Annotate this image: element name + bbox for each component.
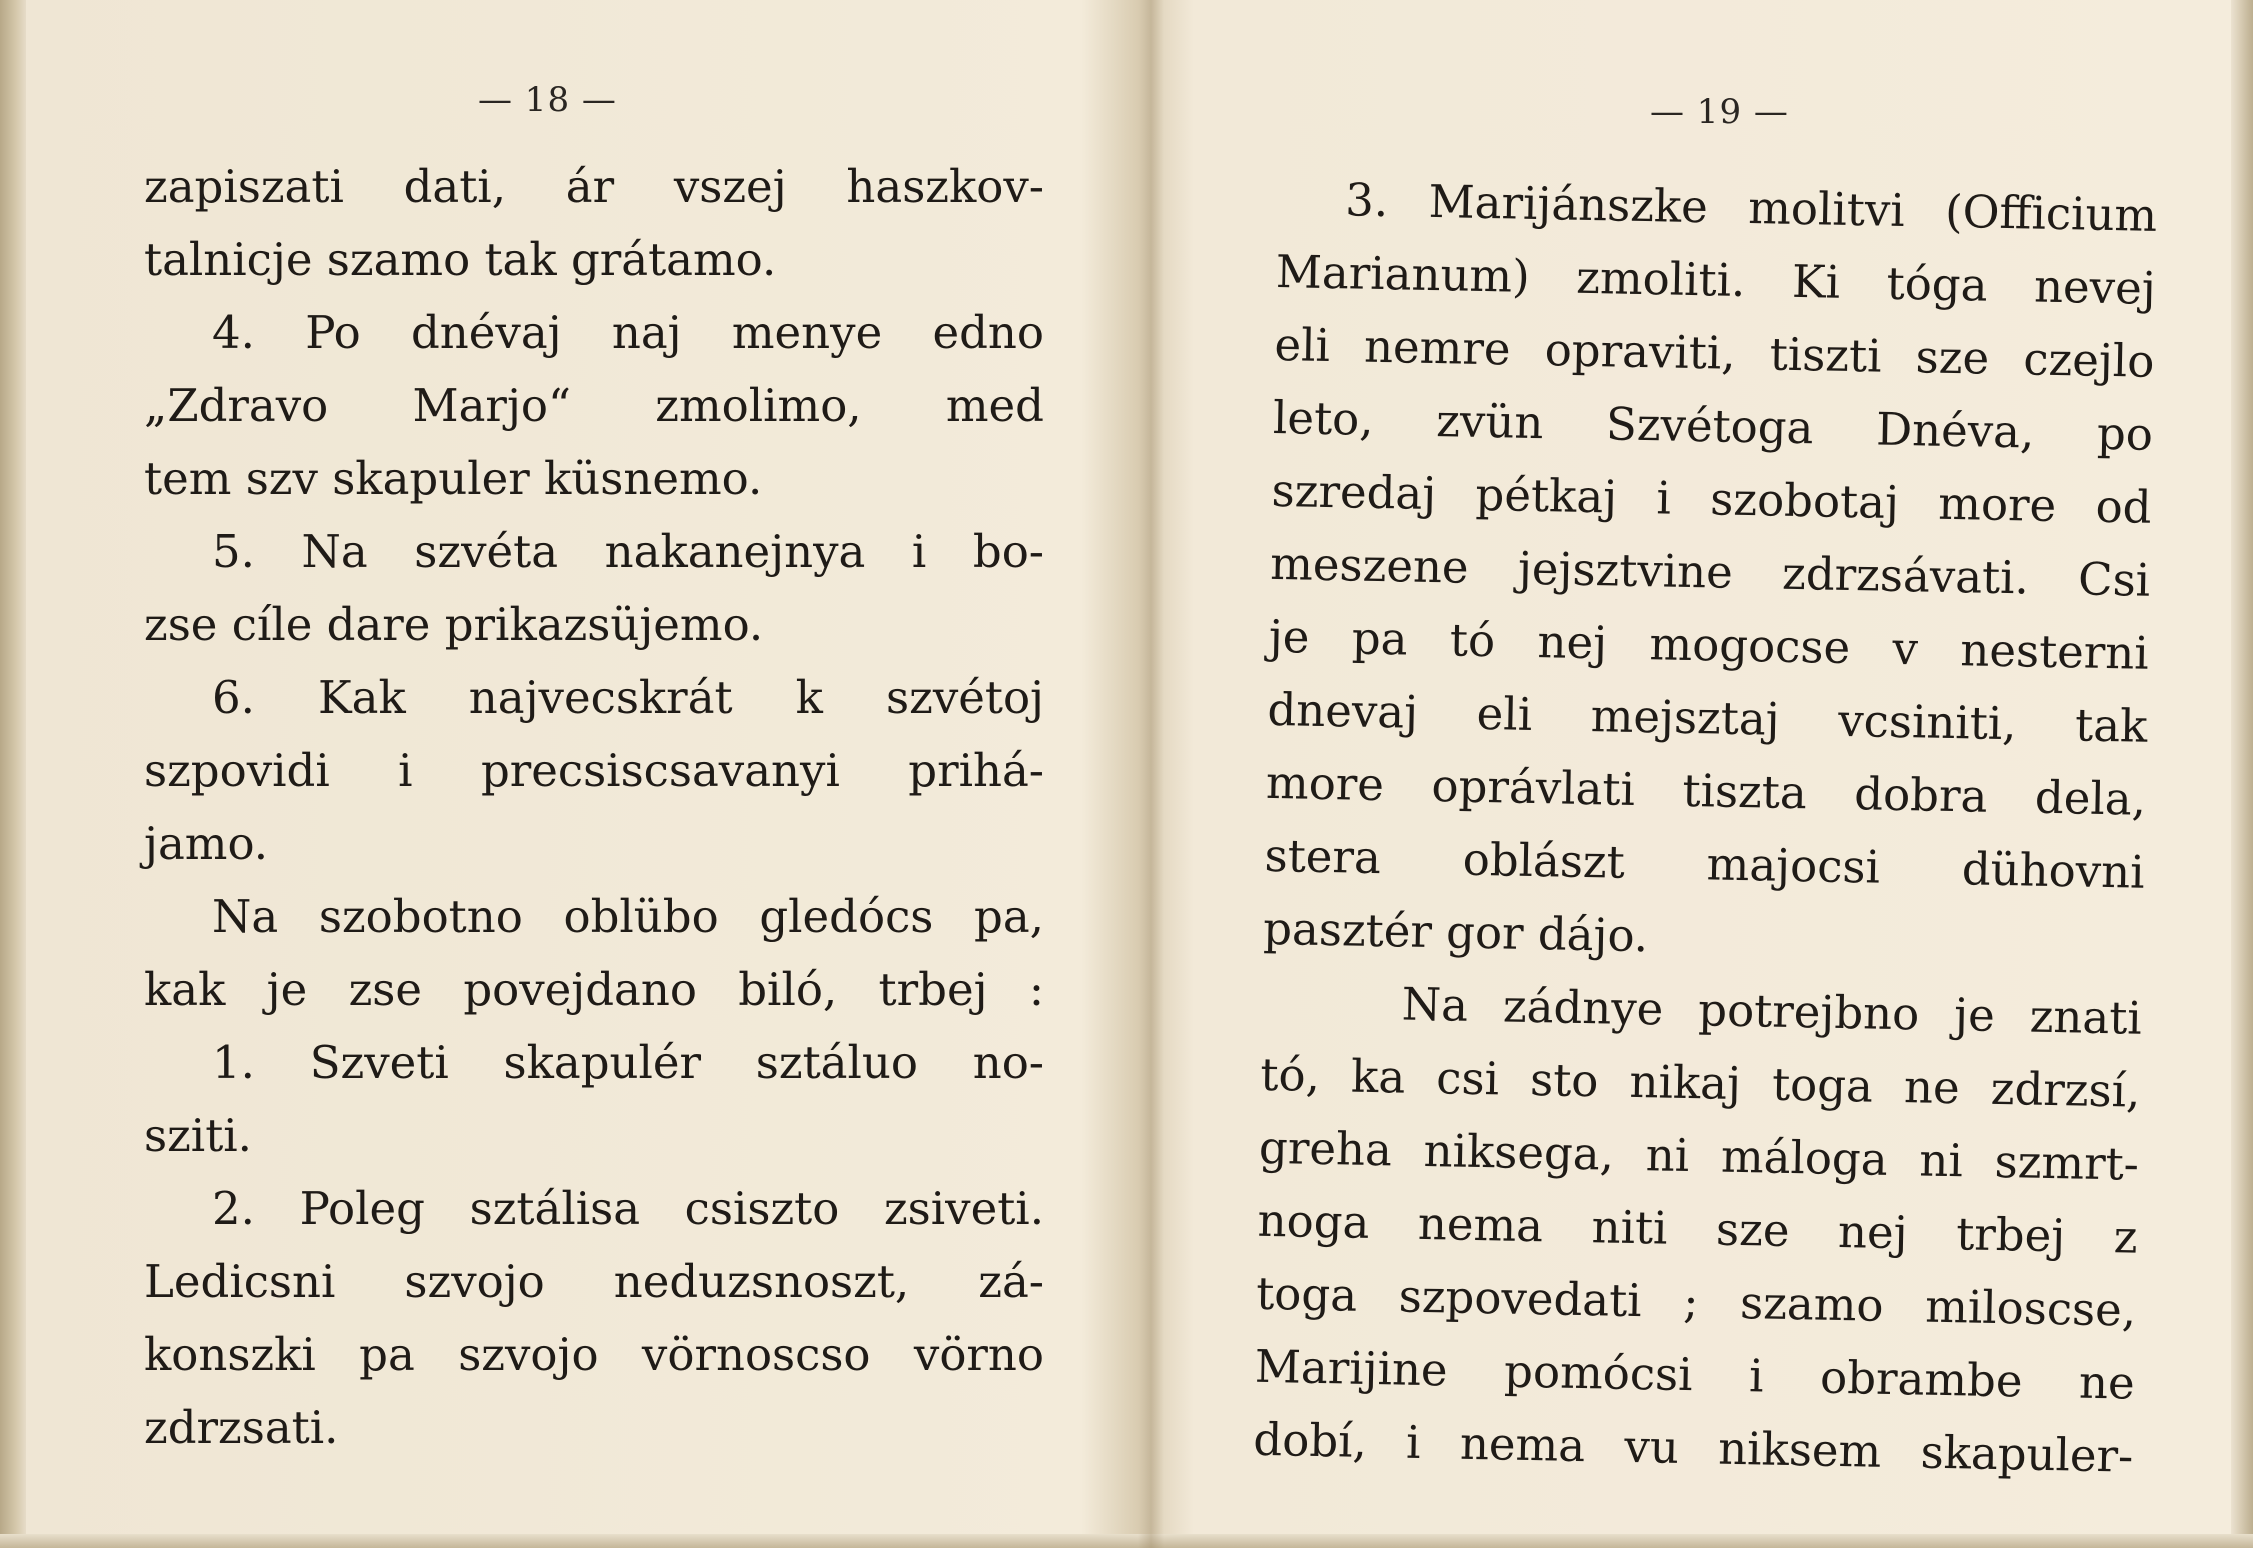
text-line: tem szv skapuler küsnemo.: [144, 452, 763, 505]
page-number-left: — 18 —: [478, 80, 617, 120]
text-line: 3. Marijánszke molitvi (Officium: [1344, 173, 2158, 242]
text-line: szpovidi i precsiscsavanyi prihá-: [144, 744, 1044, 797]
text-line: tó, ka csi sto nikaj toga ne zdrzsí,: [1259, 1047, 2141, 1118]
text-line: talnicje szamo tak grátamo.: [144, 233, 777, 286]
left-page-text: [144, 150, 1044, 1464]
page-edge-right: [2231, 0, 2253, 1548]
text-line: Marianum) zmoliti. Ki tóga nevej: [1275, 244, 2157, 315]
text-line: dnevaj eli mejsztaj vcsiniti, tak: [1266, 682, 2148, 753]
text-line: zse cíle dare prikazsüjemo.: [144, 598, 764, 651]
book-gutter: [1138, 0, 1164, 1548]
text-line: Na zádnye potrejbno je znati: [1401, 977, 2143, 1045]
text-line: 1. Szveti skapulér sztáluo no-: [212, 1036, 1044, 1089]
left-page: [30, 0, 1130, 1548]
text-line: pasztér gor dájo.: [1262, 901, 1649, 963]
text-line: stera oblászt majocsi dühovni: [1264, 828, 2146, 899]
text-line: „Zdravo Marjo“ zmolimo, med: [144, 379, 1044, 432]
text-line: greha niksega, ni máloga ni szmrt-: [1258, 1120, 2140, 1191]
text-line: zapiszati dati, ár vszej haszkov-: [144, 160, 1044, 213]
text-line: 5. Na szvéta nakanejnya i bo-: [212, 525, 1044, 578]
right-page: [1170, 0, 2230, 1548]
text-line: leto, zvün Szvétoga Dnéva, po: [1272, 390, 2154, 461]
text-line: toga szpovedati ; szamo miloscse,: [1255, 1266, 2137, 1337]
text-line: 2. Poleg sztálisa csiszto zsiveti.: [212, 1182, 1044, 1235]
text-line: zdrzsati.: [144, 1401, 339, 1454]
text-line: dobí, i nema vu niksem skapuler-: [1252, 1412, 2134, 1483]
text-line: kak je zse povejdano biló, trbej :: [144, 963, 1044, 1016]
text-line: 4. Po dnévaj naj menye edno: [212, 306, 1044, 359]
text-line: szredaj pétkaj i szobotaj more od: [1271, 463, 2153, 534]
text-line: more oprávlati tiszta dobra dela,: [1265, 755, 2147, 826]
text-line: noga nema niti sze nej trbej z: [1257, 1193, 2139, 1264]
page-number-right: — 19 —: [1650, 92, 1789, 132]
page-edge-left: [0, 0, 26, 1548]
text-line: 6. Kak najvecskrát k szvétoj: [212, 671, 1044, 724]
text-line: meszene jejsztvine zdrzsávati. Csi: [1269, 536, 2151, 607]
text-line: Na szobotno oblübo gledócs pa,: [212, 890, 1044, 943]
text-line: sziti.: [144, 1109, 252, 1162]
right-page-text: [1253, 162, 2158, 1493]
text-line: eli nemre opraviti, tiszti sze czejlo: [1273, 317, 2155, 388]
text-line: Marijine pomócsi i obrambe ne: [1254, 1339, 2136, 1410]
text-line: je pa tó nej mogocse v nesterni: [1268, 609, 2150, 680]
text-line: konszki pa szvojo vörnoscso vörno: [144, 1328, 1044, 1381]
text-line: jamo.: [144, 817, 269, 870]
text-line: Ledicsni szvojo neduzsnoszt, zá-: [144, 1255, 1044, 1308]
